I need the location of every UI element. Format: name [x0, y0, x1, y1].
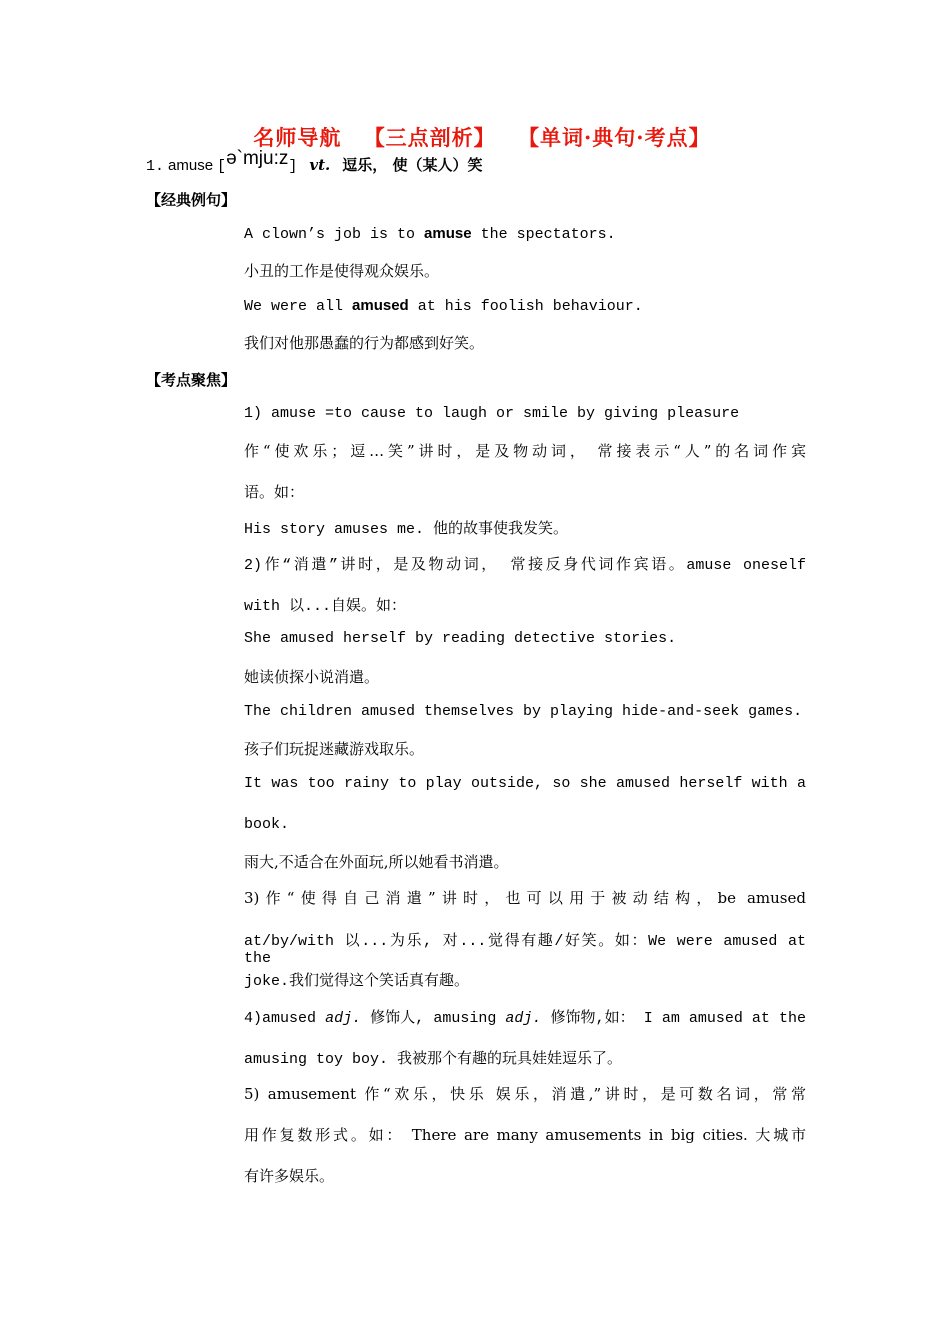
- focus-line: She amused herself by reading detective stories.: [244, 630, 677, 647]
- focus-line: It was too rainy to play outside, so she amused herself with a: [244, 775, 806, 792]
- title-part-danci: 【单词·典句·考点】: [518, 125, 711, 150]
- entry-word: amuse: [168, 157, 214, 174]
- title-part-sandian: 【三点剖析】: [363, 125, 496, 150]
- focus-line: 雨大,不适合在外面玩,所以她看书消遣。: [244, 853, 509, 871]
- entry-phonetic: ə`mju:z: [226, 148, 289, 169]
- focus-line: 她读侦探小说消遣。: [244, 668, 380, 686]
- focus-line: 用作复数形式。如： There are many amusements in big cities. 大城市: [244, 1126, 806, 1144]
- focus-line: with 以...自娱。如：: [244, 598, 407, 615]
- focus-line: book.: [244, 816, 290, 833]
- focus-line: The children amused themselves by playing hide-and-seek games.: [244, 703, 803, 720]
- entry-meaning: 逗乐， 使（某人）笑: [342, 156, 483, 174]
- entry-line: [146, 148, 483, 176]
- keyword: amuse: [424, 225, 472, 242]
- focus-line: 5) amusement 作“欢乐，快乐 娱乐，消遣,”讲时，是可数名词，常常: [244, 1085, 806, 1103]
- keyword: amused: [352, 297, 409, 314]
- page-title: [0, 122, 950, 152]
- phonetic-close: ]: [288, 158, 298, 175]
- focus-line: amusing toy boy. 我被那个有趣的玩具娃娃逗乐了。: [244, 1051, 623, 1068]
- title-part-mingshi: 名师导航: [253, 125, 342, 150]
- entry-number: 1.: [146, 158, 165, 175]
- focus-line: 4)amused adj. 修饰人, amusing adj. 修饰物,如： I am amused at the: [244, 1010, 806, 1027]
- example-translation: 小丑的工作是使得观众娱乐。: [244, 262, 440, 280]
- example-sentence: A clown’s job is to amuse the spectators.: [244, 225, 616, 243]
- entry-pos: vt.: [309, 156, 331, 174]
- focus-line: at/by/with 以...为乐, 对...觉得有趣/好笑。如：We were amused at the: [244, 933, 806, 967]
- focus-line: 语。如：: [244, 483, 305, 501]
- focus-line: His story amuses me. 他的故事使我发笑。: [244, 521, 569, 538]
- example-translation: 我们对他那愚蠢的行为都感到好笑。: [244, 334, 485, 352]
- example-sentence: We were all amused at his foolish behaviour.: [244, 297, 643, 315]
- focus-line: 孩子们玩捉迷藏游戏取乐。: [244, 740, 425, 758]
- phonetic-open: [: [217, 158, 227, 175]
- focus-line: 2)作“消遣”讲时，是及物动词， 常接反身代词作宾语。amuse oneself: [244, 557, 806, 574]
- focus-line: 作“使欢乐；逗…笑”讲时，是及物动词， 常接表示“人”的名词作宾: [244, 442, 806, 460]
- focus-line: 1) amuse =to cause to laugh or smile by giving pleasure: [244, 405, 740, 422]
- section-heading-focus: 【考点聚焦】: [146, 371, 237, 389]
- focus-line: 3)作“使得自己消遣”讲时，也可以用于被动结构，be amused: [244, 889, 806, 907]
- focus-line: joke.我们觉得这个笑话真有趣。: [244, 973, 470, 990]
- section-heading-examples: 【经典例句】: [146, 191, 237, 209]
- focus-line: 有许多娱乐。: [244, 1167, 335, 1185]
